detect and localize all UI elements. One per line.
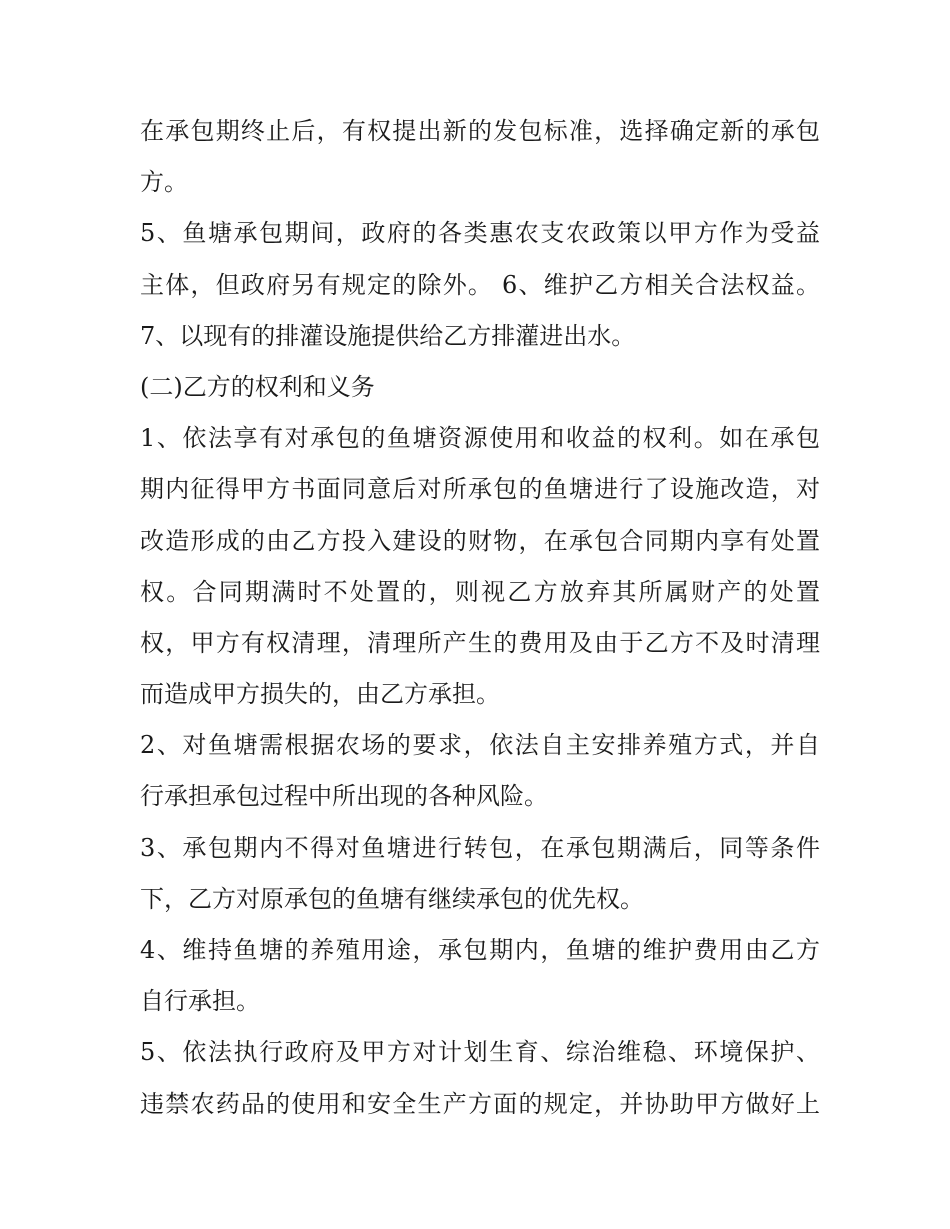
text-line: 下，乙方对原承包的鱼塘有继续承包的优先权。 [140, 884, 644, 913]
text-line: 主体，但政府另有规定的除外。 6、维护乙方相关合法权益。 [140, 270, 820, 299]
text-line: 2、对鱼塘需根据农场的要求，依法自主安排养殖方式，并自 [140, 731, 820, 760]
text-line: 方。 [140, 168, 188, 197]
text-line: 改造形成的由乙方投入建设的财物，在承包合同期内享有处置 [140, 526, 820, 555]
text-line: 而造成甲方损失的，由乙方承担。 [140, 680, 500, 709]
text-line: 3、承包期内不得对鱼塘进行转包，在承包期满后，同等条件 [140, 833, 820, 862]
contract-body-text [140, 106, 820, 1130]
text-line: 期内征得甲方书面同意后对所承包的鱼塘进行了设施改造，对 [140, 475, 820, 504]
text-line: 1、依法享有对承包的鱼塘资源使用和收益的权利。如在承包 [140, 424, 820, 453]
text-line: 行承担承包过程中所出现的各种风险。 [140, 782, 548, 811]
text-line: 7、以现有的排灌设施提供给乙方排灌进出水。 [140, 321, 636, 350]
text-line: 权，甲方有权清理，清理所产生的费用及由于乙方不及时清理 [140, 628, 820, 657]
text-line: 4、维持鱼塘的养殖用途，承包期内，鱼塘的维护费用由乙方 [140, 936, 820, 964]
text-line: 5、鱼塘承包期间，政府的各类惠农支农政策以甲方作为受益 [140, 219, 820, 248]
text-line: 权。合同期满时不处置的，则视乙方放弃其所属财产的处置 [140, 577, 820, 606]
section-heading: (二)乙方的权利和义务 [140, 372, 375, 401]
text-line: 自行承担。 [140, 987, 260, 1016]
text-line: 违禁农药品的使用和安全生产方面的规定，并协助甲方做好上 [140, 1089, 820, 1118]
text-line: 5、依法执行政府及甲方对计划生育、综治维稳、环境保护、 [140, 1038, 820, 1067]
text-line: 在承包期终止后，有权提出新的发包标准，选择确定新的承包 [140, 117, 820, 145]
